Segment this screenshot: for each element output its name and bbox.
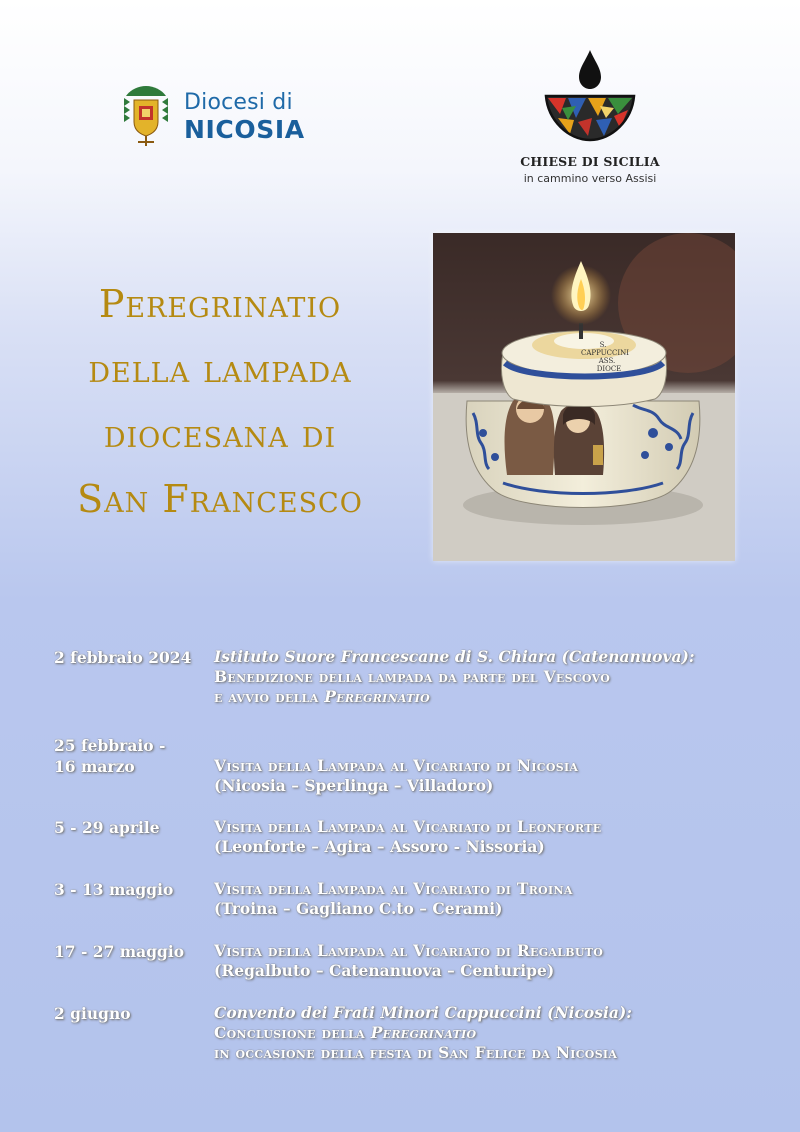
schedule-date: 2 febbraio 2024 <box>54 648 192 667</box>
schedule-places: (Regalbuto – Catenanuova – Centuripe) <box>214 961 555 980</box>
schedule-date-line2: 16 marzo <box>54 757 135 776</box>
schedule-description <box>214 647 754 707</box>
title-line-2: della lampada <box>88 347 352 391</box>
title-line-3: diocesana di <box>103 412 337 456</box>
page-title <box>30 272 410 532</box>
diocesi-name-line2: NICOSIA <box>184 115 305 144</box>
schedule-description <box>214 1003 754 1063</box>
lid-text-3: ASS. <box>598 357 616 365</box>
chiese-di-sicilia-logo <box>510 48 670 188</box>
schedule-date: 2 giugno <box>54 1004 131 1023</box>
schedule-text: Conclusione della <box>214 1023 371 1042</box>
schedule-places: (Leonforte – Agira – Assoro - Nissoria) <box>214 837 545 856</box>
schedule-text-line <box>214 687 754 707</box>
title-line-4: San Francesco <box>77 477 363 521</box>
title-line-1: Peregrinatio <box>98 282 342 326</box>
schedule-date-line1: 25 febbraio - <box>54 736 166 755</box>
ceramic-lamp-image <box>433 233 735 561</box>
flame-bowl-icon <box>542 48 638 143</box>
schedule-date <box>54 735 214 777</box>
schedule-text: Benedizione della lampada da parte del Vescovo <box>214 667 611 686</box>
schedule-text-italic: Peregrinatio <box>324 687 430 706</box>
schedule-date: 3 - 13 maggio <box>54 880 174 899</box>
schedule-text: Visita della Lampada al Vicariato di Troina <box>214 879 573 898</box>
schedule-place: Istituto Suore Francescane di S. Chiara (Catenanuova): <box>214 647 695 666</box>
schedule-text: Visita della Lampada al Vicariato di Nicosia <box>214 756 579 775</box>
schedule-place: Convento dei Frati Minori Cappuccini (Nicosia): <box>214 1003 632 1022</box>
schedule-text: Visita della Lampada al Vicariato di Leonforte <box>214 817 602 836</box>
diocesi-crest-icon <box>120 84 172 148</box>
diocesi-nicosia-logo <box>120 84 320 150</box>
schedule-text: e avvio della <box>214 687 325 706</box>
chiese-di-sicilia-subtitle: in cammino verso Assisi <box>523 172 657 185</box>
schedule-text: Visita della Lampada al Vicariato di Regalbuto <box>214 941 604 960</box>
diocesi-name-line1: Diocesi di <box>184 90 293 115</box>
lid-text-2: CAPPUCCINI <box>581 349 629 357</box>
schedule-description <box>214 756 754 796</box>
schedule-places: (Troina – Gagliano C.to – Cerami) <box>214 899 503 918</box>
schedule-text-line <box>214 1023 754 1043</box>
lamp-photo <box>433 233 735 561</box>
schedule-description <box>214 817 754 857</box>
schedule-places: (Nicosia – Sperlinga – Villadoro) <box>214 776 494 795</box>
schedule-date: 17 - 27 maggio <box>54 942 185 961</box>
lid-text-4: DIOCE <box>596 365 622 373</box>
schedule-description <box>214 879 754 919</box>
chiese-di-sicilia-title: CHIESE DI SICILIA <box>520 154 660 169</box>
schedule-date: 5 - 29 aprile <box>54 818 160 837</box>
schedule-description <box>214 941 754 981</box>
schedule-text-italic: Peregrinatio <box>370 1023 477 1042</box>
schedule-text: in occasione della festa di San Felice da Nicosia <box>214 1043 618 1062</box>
lid-text-1: S. <box>599 341 607 349</box>
